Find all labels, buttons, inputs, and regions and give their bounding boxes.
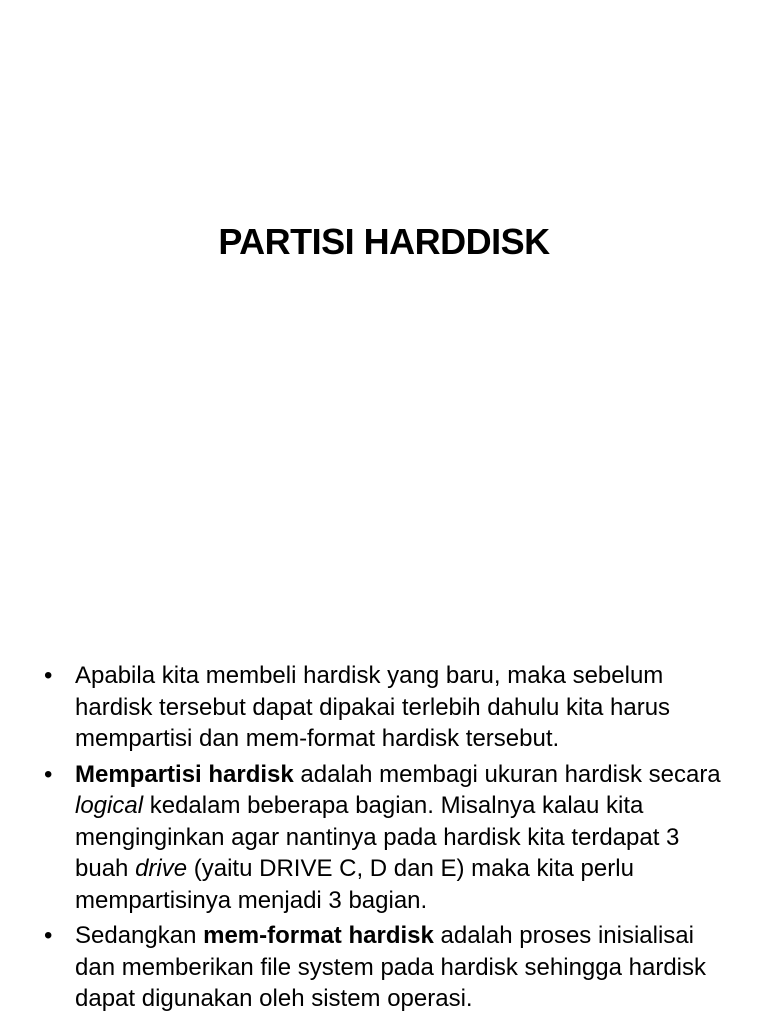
slide-title: PARTISI HARDDISK <box>218 221 550 262</box>
bullet-list <box>44 660 734 1019</box>
bold-term: mem-format hardisk <box>203 922 434 949</box>
bullet-text: adalah proses inisialisai dan memberikan file system pada hardisk sehingga hardisk dapat digunakan oleh sistem operasi. <box>75 922 706 1012</box>
bullet-marker: • <box>44 922 53 949</box>
italic-term: logical <box>75 792 144 819</box>
italic-term: drive <box>135 855 188 882</box>
bullet-text: Sedangkan <box>75 922 204 949</box>
bullet-text: adalah membagi ukuran hardisk secara <box>293 760 721 788</box>
bullet-marker: • <box>44 760 53 788</box>
bullet-marker: • <box>44 662 53 689</box>
bullet-item <box>44 660 734 755</box>
bullet-item <box>44 759 734 917</box>
bullet-item <box>44 920 734 1015</box>
bullet-text: kedalam beberapa bagian. Misalnya kalau kita menginginkan agar nantinya pada hardisk kita terdapat 3 buah <box>75 792 680 882</box>
bullet-text: (yaitu DRIVE C, D dan E) maka kita perlu mempartisinya menjadi 3 bagian. <box>75 855 634 914</box>
bullet-text: Apabila kita membeli hardisk yang baru, maka sebelum hardisk tersebut dapat dipakai terlebih dahulu kita harus mempartisi dan mem-format hardisk tersebut. <box>75 662 671 752</box>
bold-term: Mempartisi hardisk <box>75 760 294 788</box>
